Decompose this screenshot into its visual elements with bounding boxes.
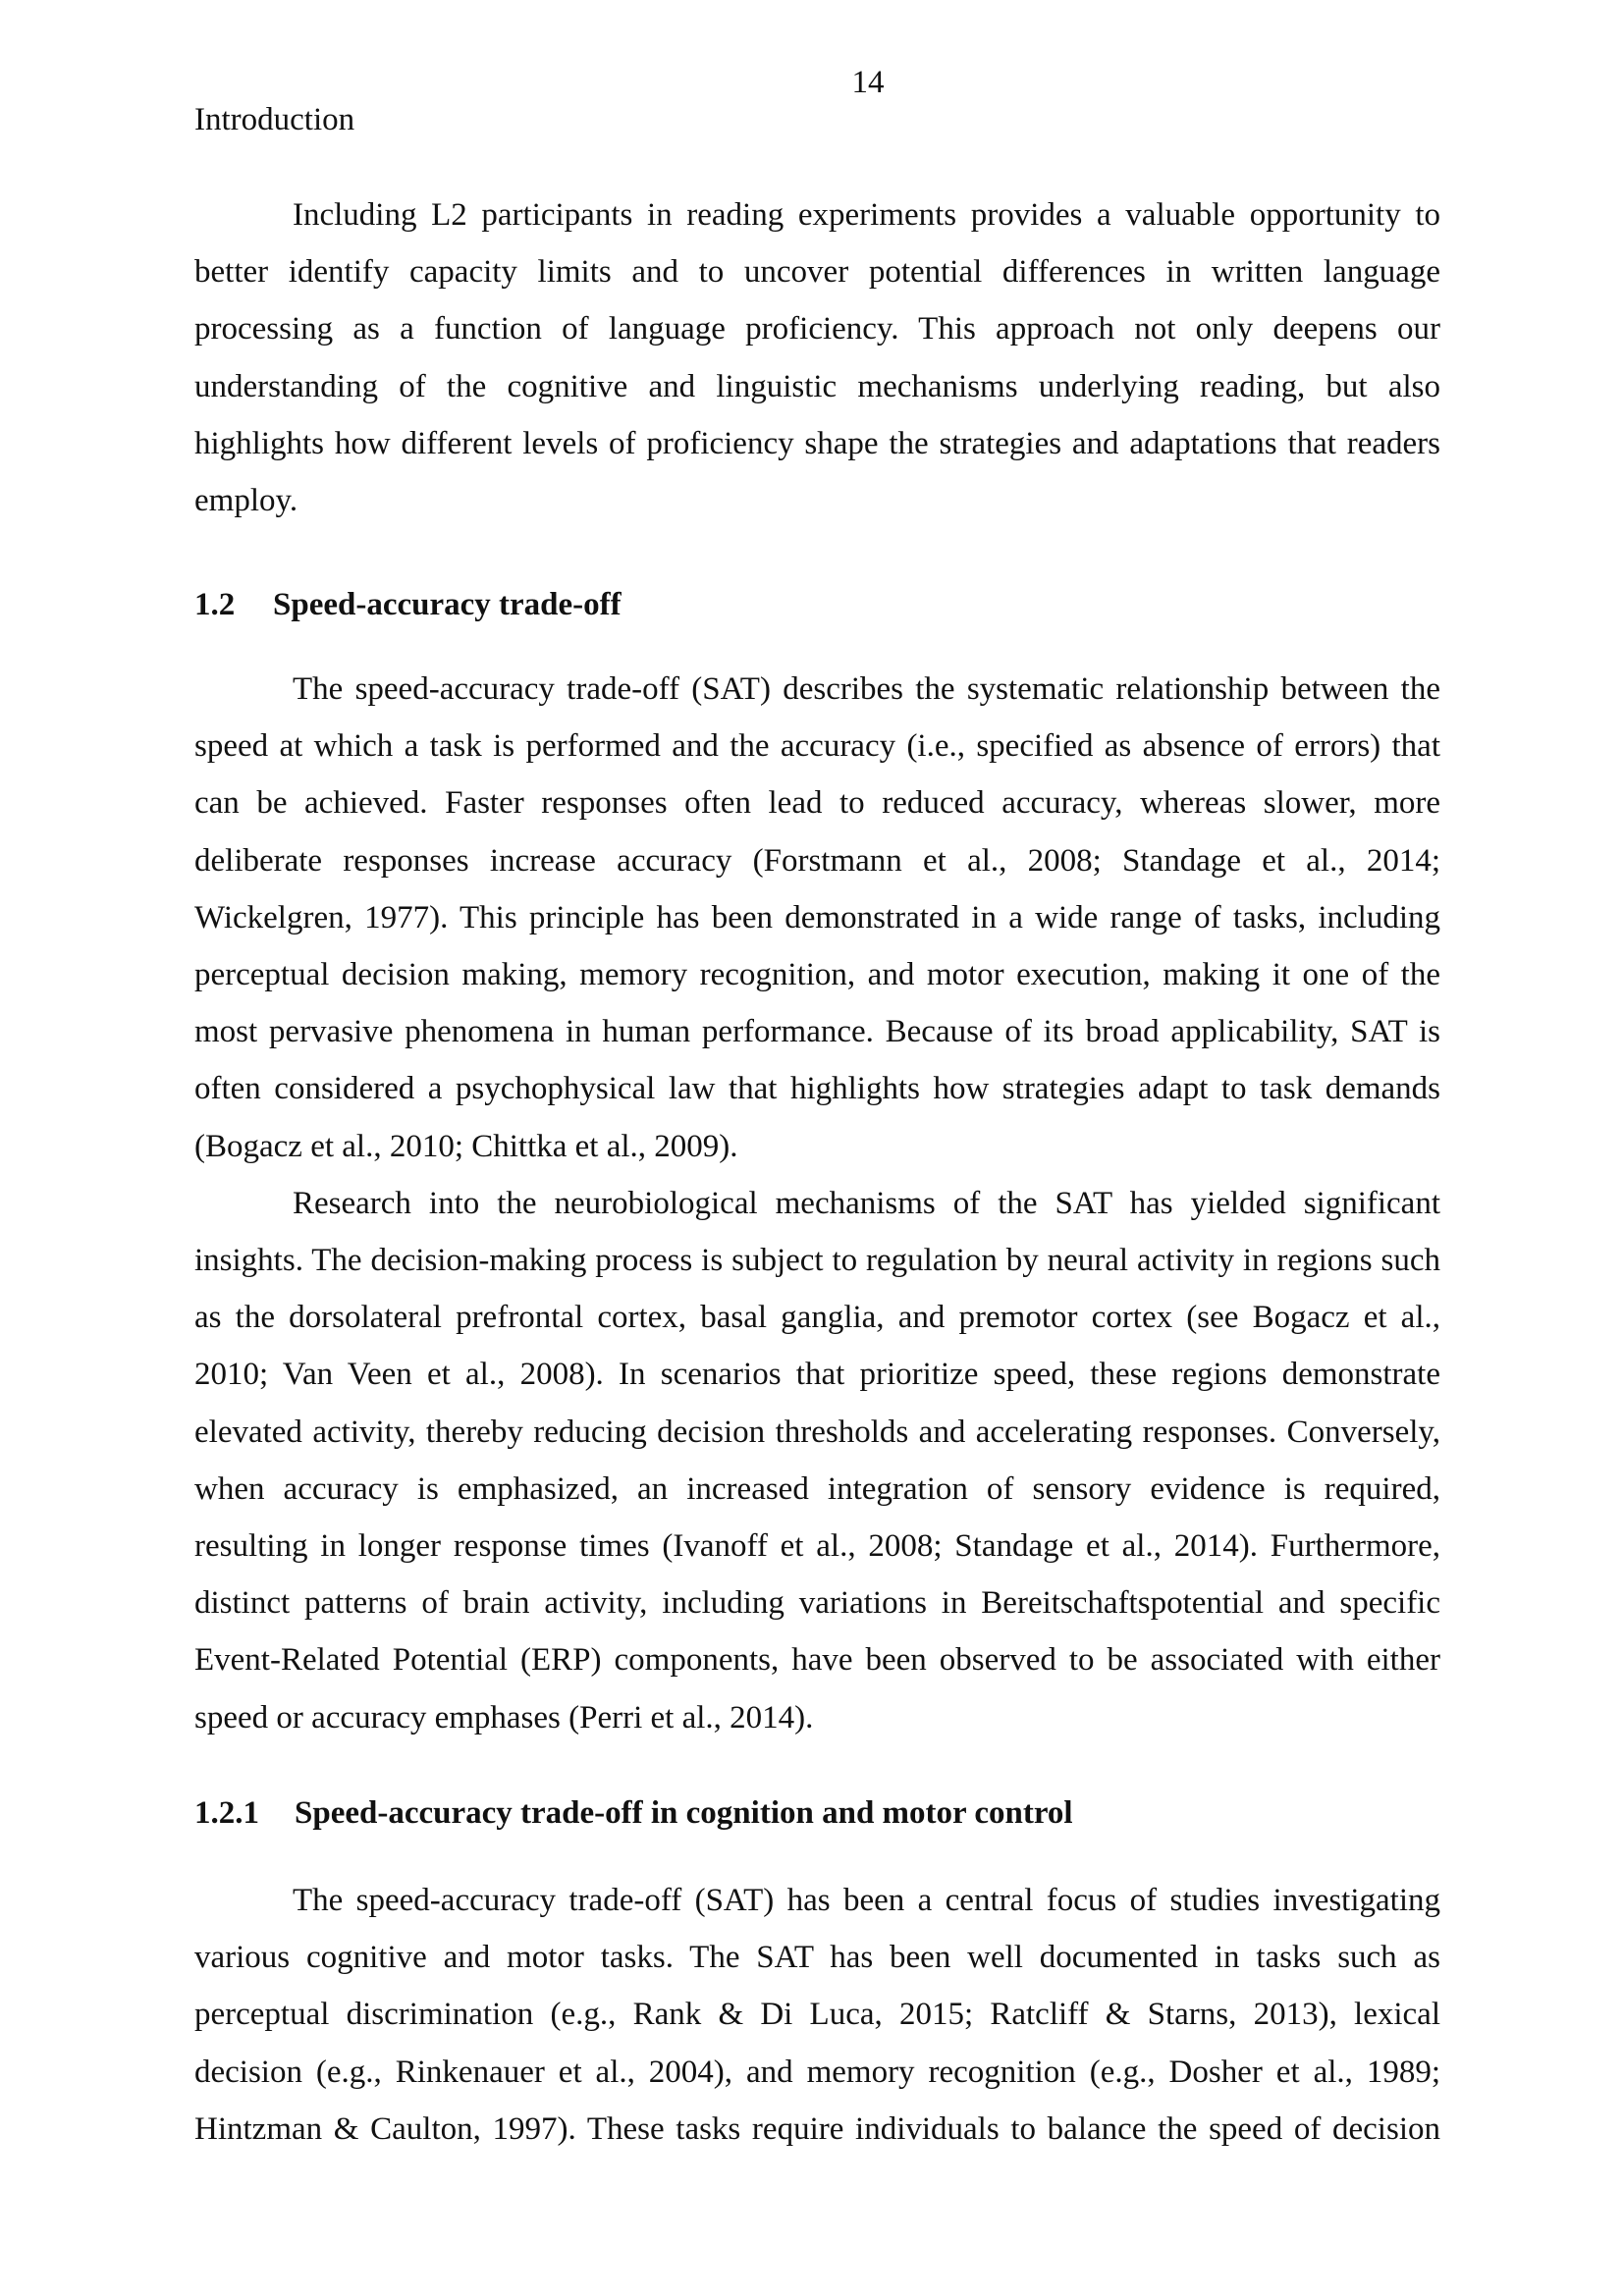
section-1-2-1-body (194, 1872, 1440, 2158)
paragraph: Research into the neurobiological mechanisms of the SAT has yielded significant insights. The decision-making process is subject to regulation by neural activity in regions such as the dorsolateral prefrontal cortex, basal ganglia, and premotor cortex (see Bogacz et al., 2010; Van Veen et al., 2008). In scenarios that prioritize speed, these regions demonstrate elevated activity, thereby reducing decision thresholds and accelerating responses. Conversely, when accuracy is emphasized, an increased integration of sensory evidence is required, resulting in longer response times (Ivanoff et al., 2008; Standage et al., 2014). Furthermore, distinct patterns of brain activity, including variations in Bereitschaftspotential and specific Event-Related Potential (ERP) components, have been observed to be associated with either speed or accuracy emphases (Perri et al., 2014). (194, 1185, 1440, 1735)
subsection-title: Speed-accuracy trade-off in cognition and motor control (295, 1795, 1073, 1831)
paragraph: The speed-accuracy trade-off (SAT) describes the systematic relationship between the speed at which a task is performed and the accuracy (i.e., specified as absence of errors) that can be achieved. Faster responses often lead to reduced accuracy, whereas slower, more deliberate responses increase accuracy (Forstmann et al., 2008; Standage et al., 2014; Wickelgren, 1977). This principle has been demonstrated in a wide range of tasks, including perceptual decision making, memory recognition, and motor execution, making it one of the most pervasive phenomena in human performance. Because of its broad applicability, SAT is often considered a psychophysical law that highlights how strategies adapt to task demands (Bogacz et al., 2010; Chittka et al., 2009). (194, 671, 1440, 1164)
section-title: Speed-accuracy trade-off (273, 587, 622, 622)
section-1-2-body (194, 661, 1440, 1746)
subsection-number: 1.2.1 (194, 1795, 259, 1831)
intro-paragraph: Including L2 participants in reading experiments provides a valuable opportunity to better identify capacity limits and to uncover potential differences in written language processing as a function of language proficiency. This approach not only deepens our understanding of the cognitive and linguistic mechanisms underlying reading, but also highlights how different levels of proficiency shape the strategies and adaptations that readers employ. (194, 197, 1440, 519)
subsection-heading (194, 1793, 1440, 1833)
section-number: 1.2 (194, 587, 236, 622)
running-head: Introduction (194, 102, 355, 137)
section-heading (194, 585, 1440, 624)
section-1-2-1-heading-block (194, 1793, 1440, 1833)
paragraph: The speed-accuracy trade-off (SAT) has been a central focus of studies investigating various cognitive and motor tasks. The SAT has been well documented in tasks such as perceptual discrimination (e.g., Rank & Di Luca, 2015; Ratcliff & Starns, 2013), lexical decision (e.g., Rinkenauer et al., 2004), and memory recognition (e.g., Dosher et al., 1989; Hintzman & Caulton, 1997). These tasks require individuals to balance the speed of decision (194, 1883, 1440, 2147)
intro-paragraph-block (194, 187, 1440, 529)
section-1-2-heading-block (194, 585, 1440, 624)
page-number: 14 (851, 65, 885, 100)
